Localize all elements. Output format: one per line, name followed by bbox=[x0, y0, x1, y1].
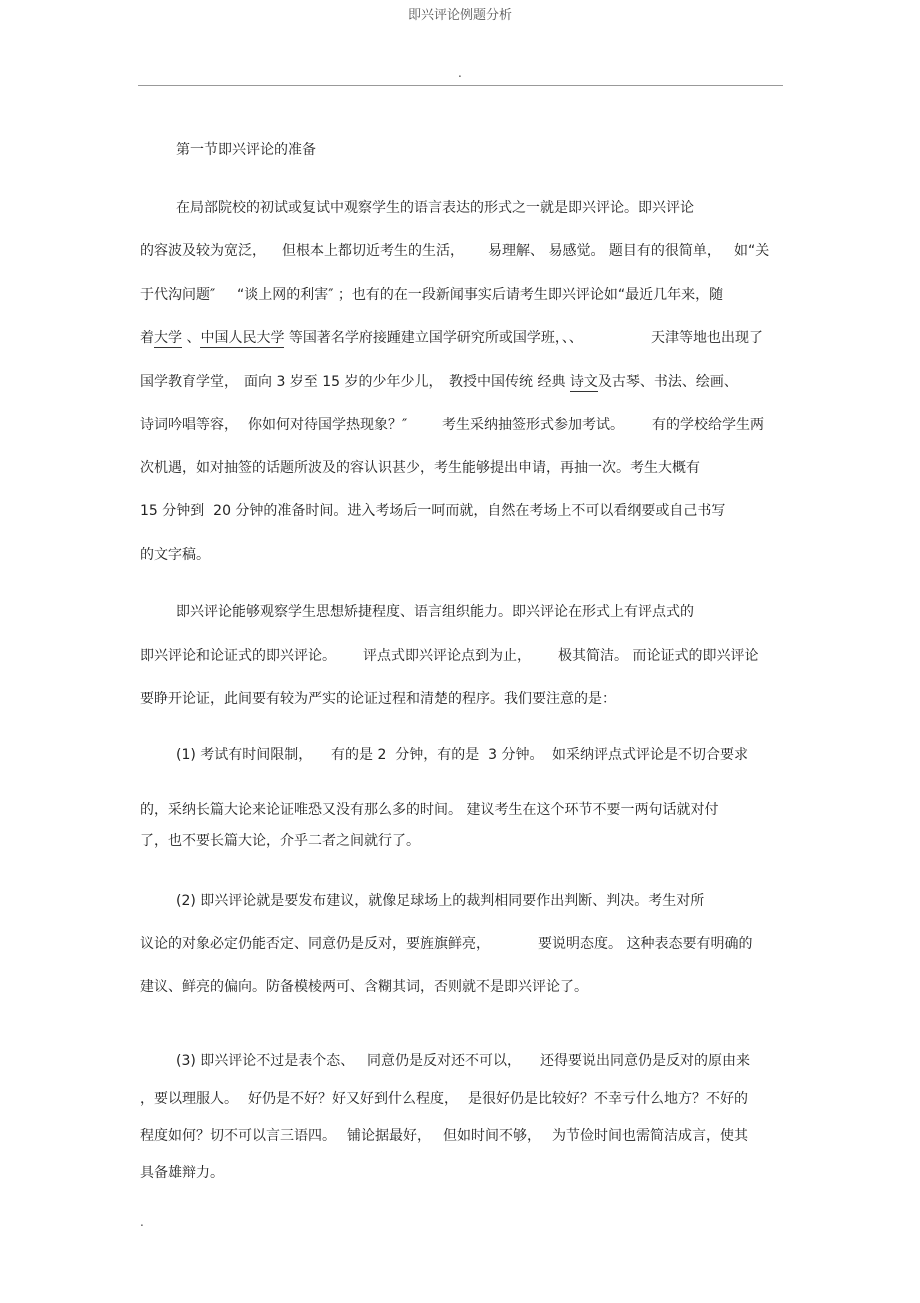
para1-line4f: 天津等地也出现了 bbox=[651, 330, 763, 346]
item3-line1c: 还得要说出同意仍是反对的原由来 bbox=[540, 1053, 750, 1069]
para1-line6a: 诗词吟唱等容， bbox=[140, 417, 238, 433]
para1-line2d: 如“关 bbox=[734, 243, 770, 259]
para2-line3: 要睁开论证，此间要有较为严实的论证过程和清楚的程序。我们要注意的是： bbox=[140, 691, 616, 707]
para2-line2b: 评点式即兴评论点到为止， bbox=[363, 648, 531, 664]
para1-line5d: 经典 bbox=[537, 374, 566, 390]
para2-line2a: 即兴评论和论证式的即兴评论。 bbox=[140, 648, 336, 664]
item3-line2a: ，要以理服人。 bbox=[140, 1091, 238, 1107]
item3-line2b: 好仍是不好？好又好到什么程度， bbox=[248, 1091, 458, 1107]
para1-line2b: 但根本上都切近考生的生活， bbox=[282, 243, 464, 259]
para1-line6c: 考生采纳抽签形式参加考试。 bbox=[442, 417, 624, 433]
para1-line9: 的文字稿。 bbox=[140, 547, 210, 563]
para1-line2c: 易理解、 易感觉。 题目有的很简单， bbox=[488, 243, 721, 259]
para1-line8: 15 分钟到 20 分钟的准备时间。进入考场后一呵而就，自然在考场上不可以看纲要或自己书写 bbox=[140, 503, 726, 519]
item2-line2b: 要说明态度。 这种表态要有明确的 bbox=[538, 936, 753, 952]
link-university[interactable]: 大学 bbox=[154, 330, 182, 346]
para1-line5b: 面向 3 岁至 15 岁的少年少儿， bbox=[244, 374, 443, 390]
header-dot: . bbox=[458, 66, 462, 80]
item3-line1b: 同意仍是反对还不可以， bbox=[367, 1053, 521, 1069]
item3-line3a: 程度如何？切不可以言三语四。 bbox=[140, 1128, 336, 1144]
item3-line1a: (3) 即兴评论不过是表个态、 bbox=[176, 1053, 355, 1069]
para1-line1: 在局部院校的初试或复试中观察学生的语言表达的形式之一就是即兴评论。即兴评论 bbox=[176, 200, 694, 216]
para1-line5 bbox=[449, 373, 738, 391]
item1-line2: 的，采纳长篇大论来论证唯恐又没有那么多的时间。 建议考生在这个环节不要一两句话就对付 bbox=[140, 802, 719, 818]
para2-line1: 即兴评论能够观察学生思想矫捷程度、语言组织能力。即兴评论在形式上有评点式的 bbox=[176, 604, 694, 620]
para2-line2c: 极其简洁。 而论证式的即兴评论 bbox=[558, 648, 759, 664]
para1-line6d: 有的学校给学生两 bbox=[652, 417, 764, 433]
item3-line3b: 铺论据最好， bbox=[347, 1128, 431, 1144]
para1-line4 bbox=[140, 329, 583, 347]
para1-line4c: 、 bbox=[182, 330, 201, 346]
para1-line5f: 及古琴、书法、绘画、 bbox=[597, 374, 738, 390]
para1-line2a: 的容波及较为宽泛， bbox=[140, 243, 266, 259]
para1-line3b: “谈上网的利害″ ；也有的在一段新闻事实后请考生即兴评论如“最近几年来，随 bbox=[237, 287, 724, 303]
para1-line3a: 于代沟问题″ bbox=[140, 287, 216, 303]
para1-line4e: 等国著名学府接踵建立国学研究所或国学班，、、 bbox=[284, 330, 583, 346]
item3-line3d: 为节俭时间也需简洁成言，使其 bbox=[552, 1128, 748, 1144]
item2-line3: 建议、鲜亮的偏向。防备模棱两可、含糊其词，否则就不是即兴评论了。 bbox=[140, 979, 588, 995]
para1-line4a: 着 bbox=[140, 330, 154, 346]
link-renmin-university[interactable]: 中国人民大学 bbox=[200, 330, 285, 346]
item3-line2c: 是很好仍是比较好？不幸亏什么地方？不好的 bbox=[468, 1091, 748, 1107]
item2-line2a: 议论的对象必定仍能否定、同意仍是反对，要旌旗鲜亮， bbox=[140, 936, 490, 952]
item3-line3c: 但如时间不够， bbox=[443, 1128, 541, 1144]
item3-line4: 具备雄辩力。 bbox=[140, 1165, 224, 1181]
para1-line6b: 你如何对待国学热现象？″ bbox=[248, 417, 408, 433]
para1-line7: 次机遇，如对抽签的话题所波及的容认识甚少，考生能够提出申请，再抽一次。考生大概有 bbox=[140, 460, 700, 476]
para1-line5a: 国学教育学堂， bbox=[140, 374, 238, 390]
item1-line1b: 有的是 2 分钟，有的是 3 分钟。 bbox=[331, 747, 544, 763]
para1-line5c: 教授中国传统 bbox=[449, 374, 533, 390]
footer-dot: . bbox=[140, 1215, 144, 1229]
link-poetry[interactable]: 诗文 bbox=[569, 374, 598, 390]
item2-line1: (2) 即兴评论就是要发布建议，就像足球场上的裁判相同要作出判断、判决。考生对所 bbox=[176, 893, 705, 909]
item1-line1c: 如采纳评点式评论是不切合要求 bbox=[552, 747, 748, 763]
header-divider bbox=[138, 85, 783, 86]
section-title: 第一节即兴评论的准备 bbox=[176, 142, 316, 158]
item1-line1a: (1) 考试有时间限制， bbox=[176, 747, 313, 763]
item1-line3: 了，也不要长篇大论，介乎二者之间就行了。 bbox=[140, 833, 420, 849]
page-header-title: 即兴评论例题分析 bbox=[407, 8, 512, 23]
